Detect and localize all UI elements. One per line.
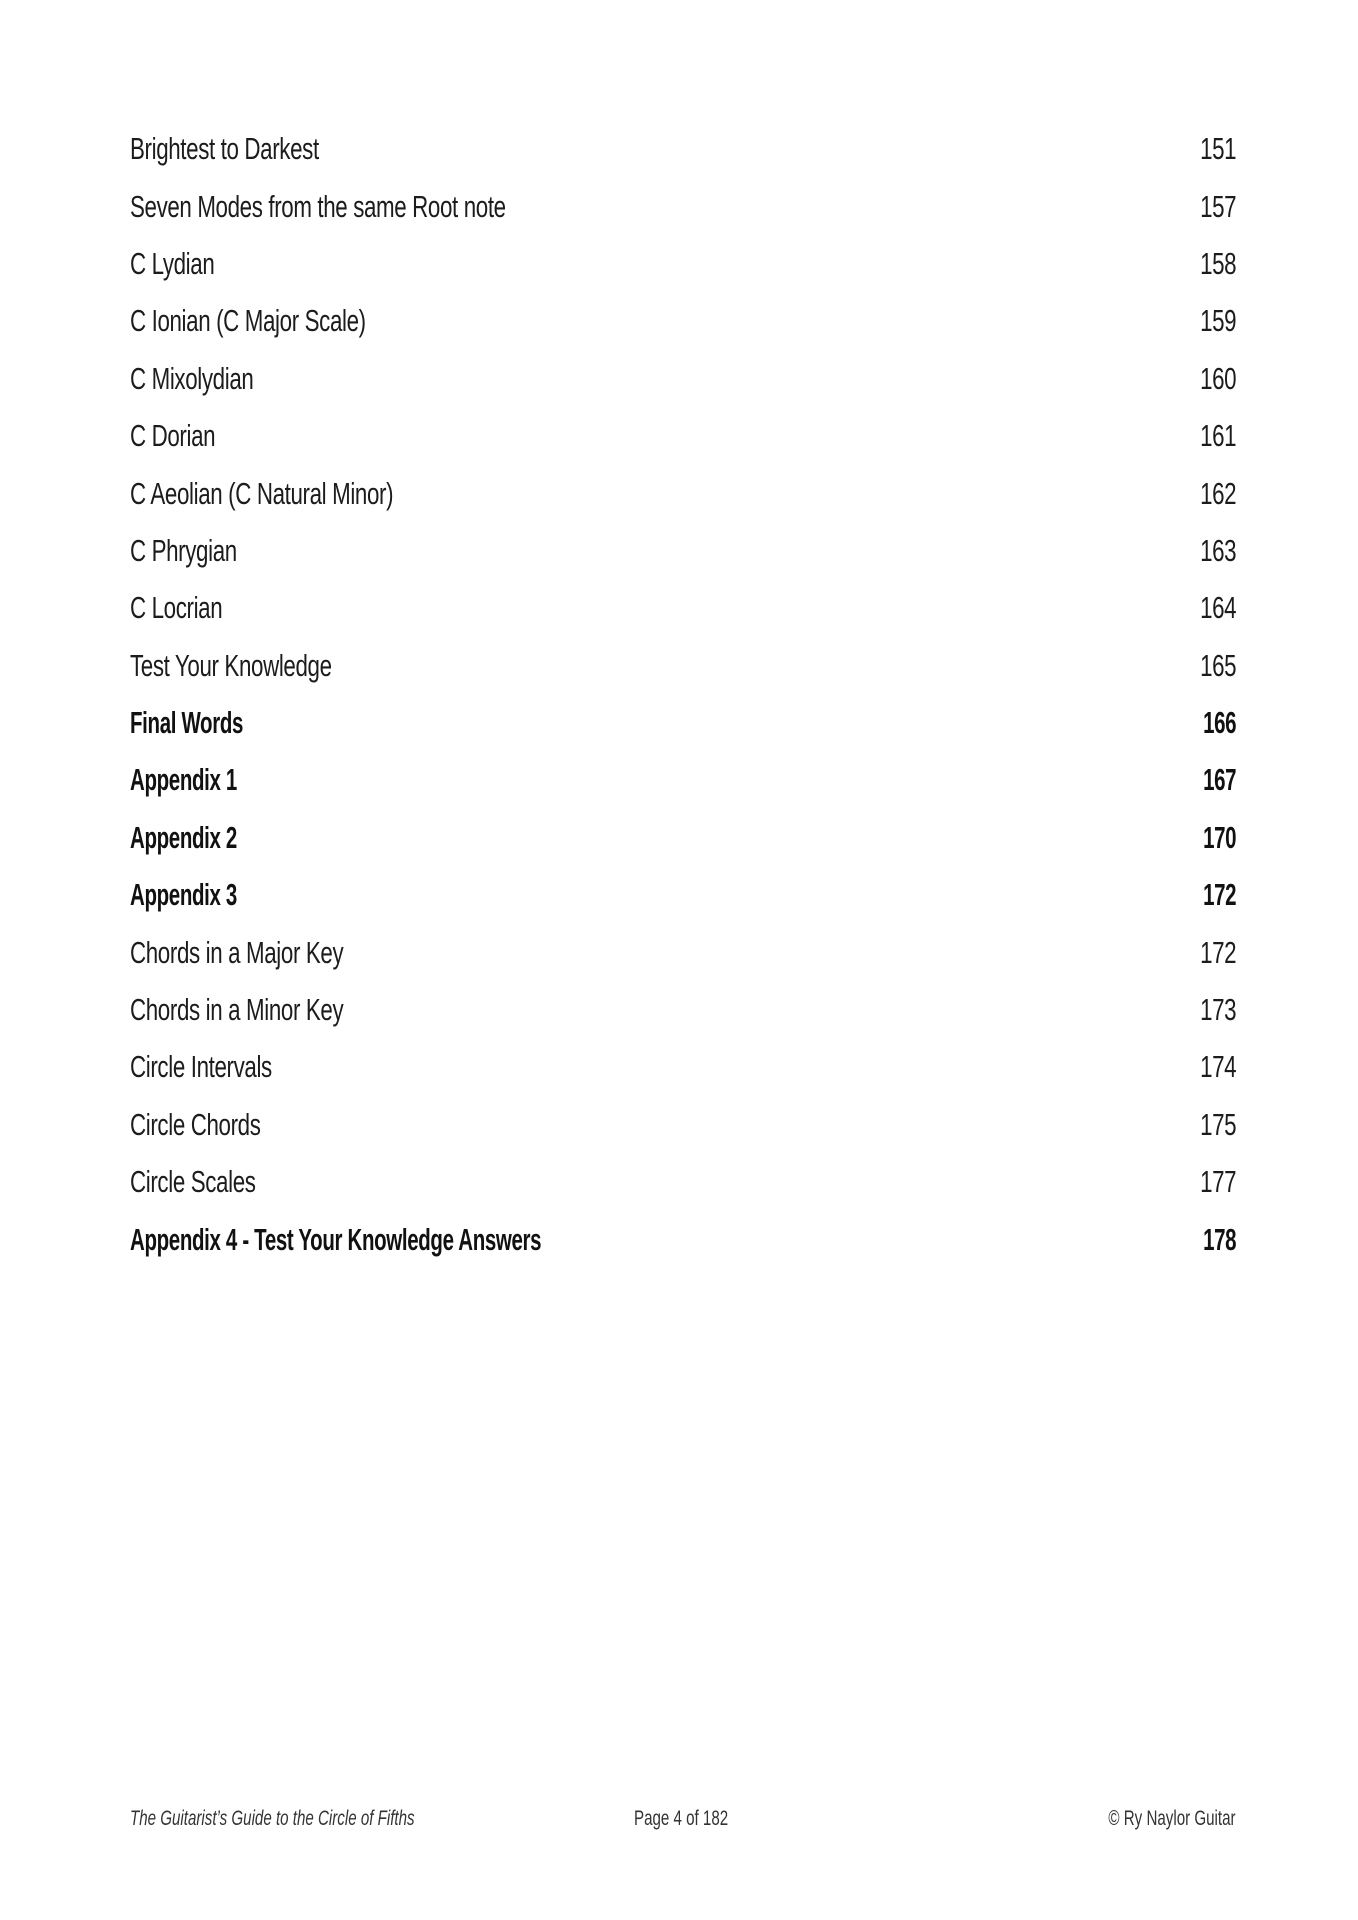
toc-entry-appendix-1[interactable] [130, 751, 1236, 808]
page-footer [130, 1804, 1236, 1834]
toc-entry-page: 178 [1202, 1221, 1236, 1257]
toc-entry-page: 172 [1202, 877, 1236, 913]
toc-entry-seven-modes[interactable] [130, 177, 1236, 234]
toc-entry-page: 173 [1199, 992, 1236, 1028]
toc-entry-page: 158 [1199, 245, 1236, 281]
toc-entry-final-words[interactable] [130, 694, 1236, 751]
toc-entry-page: 170 [1202, 819, 1236, 855]
toc-entry-page: 166 [1202, 705, 1236, 741]
toc-entry-title: C Locrian [130, 590, 223, 626]
footer-page-indicator: Page 4 of 182 [634, 1807, 729, 1830]
toc-entry-page: 174 [1199, 1049, 1236, 1085]
toc-entry-brightest-to-darkest[interactable] [130, 120, 1236, 177]
toc-entry-page: 165 [1199, 647, 1236, 683]
toc-entry-title: C Lydian [130, 245, 215, 281]
toc-entry-test-your-knowledge[interactable] [130, 637, 1236, 694]
toc-entry-title: Brightest to Darkest [130, 131, 319, 167]
toc-entry-page: 167 [1202, 762, 1236, 798]
toc-entry-title: C Dorian [130, 418, 216, 454]
toc-entry-circle-chords[interactable] [130, 1096, 1236, 1153]
toc-entry-c-phrygian[interactable] [130, 522, 1236, 579]
toc-entry-title: Chords in a Major Key [130, 934, 344, 970]
toc-entry-page: 163 [1199, 532, 1236, 568]
footer-book-title: The Guitarist’s Guide to the Circle of Fifths [130, 1807, 415, 1830]
toc-entry-page: 162 [1199, 475, 1236, 511]
toc-entry-circle-intervals[interactable] [130, 1038, 1236, 1095]
toc-entry-page: 164 [1199, 590, 1236, 626]
toc-entry-title: Appendix 2 [130, 819, 237, 855]
toc-entry-c-locrian[interactable] [130, 579, 1236, 636]
toc-entry-appendix-3[interactable] [130, 866, 1236, 923]
toc-entry-title: C Ionian (C Major Scale) [130, 303, 366, 339]
toc-entry-title: C Phrygian [130, 532, 237, 568]
toc-entry-title: C Mixolydian [130, 360, 254, 396]
toc-entry-title: Test Your Knowledge [130, 647, 332, 683]
toc-entry-c-dorian[interactable] [130, 407, 1236, 464]
table-of-contents [130, 120, 1236, 1268]
toc-entry-title: Chords in a Minor Key [130, 992, 344, 1028]
toc-entry-title: Circle Chords [130, 1106, 261, 1142]
toc-entry-title: Final Words [130, 705, 244, 741]
toc-entry-title: Appendix 1 [130, 762, 237, 798]
footer-copyright: © Ry Naylor Guitar [1108, 1807, 1236, 1830]
toc-entry-title: Circle Intervals [130, 1049, 272, 1085]
toc-entry-circle-scales[interactable] [130, 1153, 1236, 1210]
toc-entry-title: Seven Modes from the same Root note [130, 188, 506, 224]
toc-entry-page: 177 [1199, 1164, 1236, 1200]
toc-entry-c-lydian[interactable] [130, 235, 1236, 292]
toc-entry-page: 175 [1199, 1106, 1236, 1142]
toc-entry-c-aeolian[interactable] [130, 464, 1236, 521]
toc-entry-title: Appendix 4 - Test Your Knowledge Answers [130, 1221, 542, 1257]
toc-entry-page: 157 [1199, 188, 1236, 224]
toc-entry-chords-major-key[interactable] [130, 923, 1236, 980]
toc-entry-appendix-2[interactable] [130, 809, 1236, 866]
toc-entry-c-mixolydian[interactable] [130, 350, 1236, 407]
toc-entry-page: 161 [1199, 418, 1236, 454]
toc-entry-title: C Aeolian (C Natural Minor) [130, 475, 394, 511]
toc-entry-appendix-4[interactable] [130, 1210, 1236, 1267]
toc-entry-title: Circle Scales [130, 1164, 256, 1200]
toc-entry-c-ionian[interactable] [130, 292, 1236, 349]
toc-entry-page: 172 [1199, 934, 1236, 970]
toc-entry-page: 159 [1199, 303, 1236, 339]
toc-entry-chords-minor-key[interactable] [130, 981, 1236, 1038]
toc-entry-page: 151 [1199, 131, 1236, 167]
toc-entry-page: 160 [1199, 360, 1236, 396]
toc-entry-title: Appendix 3 [130, 877, 237, 913]
